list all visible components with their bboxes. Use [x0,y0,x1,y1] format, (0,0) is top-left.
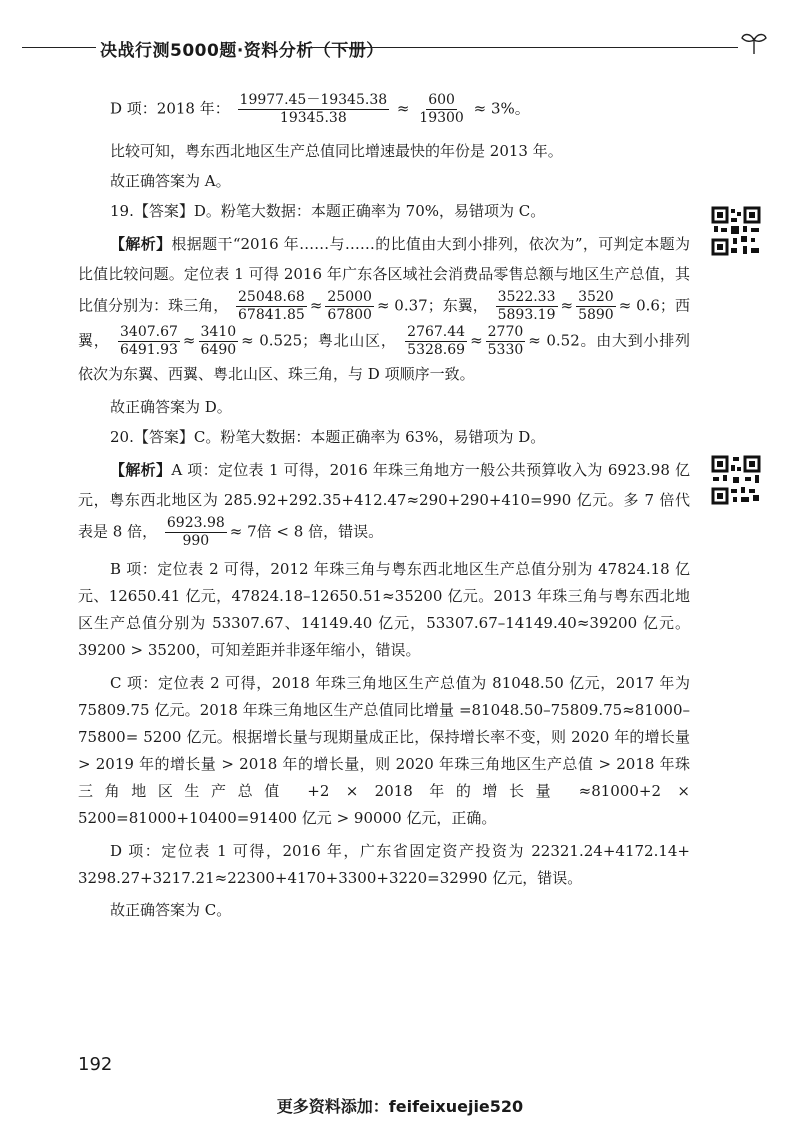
fraction-denominator: 67800 [327,307,372,323]
fraction [165,515,227,550]
q20-option-c: C 项：定位表 2 可得，2018 年珠三角地区生产总值为 81048.50 亿元，2017 年为 75809.75 亿元。2018 年珠三角地区生产总值同比增量 =81048.50–75809.75≈81000–75800= 5200 亿元。根据增长量与现期量成正比，保持增长率不变，则 2020 年的增长量 > 2019 年的增长量 > 2018 年的增长量，则 2020 年珠三角地区生产总值 > 2018 年珠三角地区生产总值 +2 × 2018 年的增长量 ≈81000+2 × 5200=81000+10400=91400 亿元 > 90000 亿元，正确。 [78,674,690,827]
q19-heading: 19.【答案】D。粉笔大数据：本题正确率为 70%，易错项为 C。 [110,202,546,220]
q19-analysis-text: 根据题干“2016 年……与……的比值由大到小排列，依次为”，可判定本题为比值比较问题。定位表 1 可得 2016 年广东各区域社会消费品零售总额与地区生产总值，其比值分别为：珠三角， [78,235,690,315]
fraction-denominator: 5330 [487,342,524,358]
fraction-denominator: 5893.19 [497,307,556,323]
fraction [199,324,239,359]
q19-answer: 故正确答案为 D。 [110,398,232,416]
q19-text-1: ≈ 0.37；东翼， [376,296,488,315]
q20-heading: 20.【答案】C。粉笔大数据：本题正确率为 63%，易错项为 D。 [110,428,546,446]
fraction [325,289,374,324]
fraction [496,289,558,324]
fraction-numerator: 2767.44 [407,324,466,340]
fraction [236,289,307,324]
fraction-numerator: 3407.67 [120,324,178,340]
fraction-denominator: 67841.85 [238,307,305,323]
analysis-label: 【解析】 [110,461,172,479]
q20-a-text: A 项：定位表 1 可得，2016 年珠三角地方一般公共预算收入为 6923.98 亿元，粤东西北地区为 285.92+292.35+412.47≈290+290+410=990 亿元。多 7 倍代表是 8 倍， [78,461,690,541]
fraction [417,92,466,127]
q20-answer: 故正确答案为 C。 [110,901,232,919]
fraction [405,324,467,359]
fraction-denominator: 19300 [419,110,464,126]
q20-option-d: D 项：定位表 1 可得，2016 年，广东省固定资产投资为 22321.24+4172.14+ 3298.27+3217.21≈22300+4170+3300+3220=32990 亿元，错误。 [78,842,690,887]
approx-sign: ≈ [560,296,574,315]
qr-code-icon [711,206,761,256]
q20-a-tail: ≈ 7倍 < 8 倍，错误。 [229,522,384,541]
d-option-suffix: ≈ 3%。 [473,99,530,118]
q19-text-4: ≈ 0.52。由大到小排列依次为东翼、西翼、粤北山区、珠三角，与 D 项顺序一致。 [78,331,690,383]
footer-note: 更多资料添加：feifeixuejie520 [276,1097,524,1116]
q20-option-a [78,455,690,550]
fraction-denominator: 6491.93 [120,342,178,358]
fraction-numerator: 600 [428,92,455,108]
fraction [576,289,616,324]
running-header [0,36,800,60]
page-number: 192 [78,1054,113,1075]
compare-paragraph: 比较可知，粤东西北地区生产总值同比增速最快的年份是 2013 年。 [110,142,563,160]
fraction-denominator: 6490 [200,342,237,358]
fraction [118,324,180,359]
approx-sign: ≈ [309,296,323,315]
fraction-numerator: 3520 [578,289,614,305]
analysis-label: 【解析】 [110,235,172,253]
answer-a-paragraph: 故正确答案为 A。 [110,172,231,190]
fraction-numerator: 19977.45－19345.38 [239,92,388,108]
qr-code-icon [711,455,761,505]
approx-sign: ≈ [396,99,410,118]
fraction [486,324,526,359]
q19-analysis [78,229,690,389]
fraction-denominator: 19345.38 [279,110,347,126]
fraction-numerator: 3522.33 [497,289,556,305]
fraction-numerator: 3410 [200,324,237,340]
header-rule-right [312,47,738,48]
q19-text-3: ≈ 0.525；粤北山区， [241,331,397,350]
fraction-denominator: 990 [182,533,210,549]
fraction-numerator: 25048.68 [238,289,305,305]
d-option-2018 [78,92,690,127]
header-title: 决战行测5000题·资料分析（下册） [100,41,384,61]
q19-text-2: ≈ 0.6；西翼， [78,296,690,350]
fraction-numerator: 6923.98 [166,515,225,531]
fraction-numerator: 2770 [487,324,524,340]
d-option-prefix: D 项：2018 年： [110,99,230,118]
fraction-numerator: 25000 [327,289,372,305]
fraction-denominator: 5890 [578,307,614,323]
header-rule-left [22,47,96,48]
q20-option-b: B 项：定位表 2 可得，2012 年珠三角与粤东西北地区生产总值分别为 47824.18 亿元、12650.41 亿元，47824.18–12650.51≈35200 亿元。2013 年珠三角与粤东西北地区生产总值分别为 53307.67、14149.40 亿元，53307.67–14149.40≈39200 亿元。39200 > 35200，可知差距并非逐年缩小，错误。 [78,560,690,659]
fraction-denominator: 5328.69 [407,342,466,358]
approx-sign: ≈ [182,331,196,350]
fraction [238,92,390,127]
page-content [78,92,690,928]
leaf-icon [740,30,768,56]
approx-sign: ≈ [470,331,483,350]
